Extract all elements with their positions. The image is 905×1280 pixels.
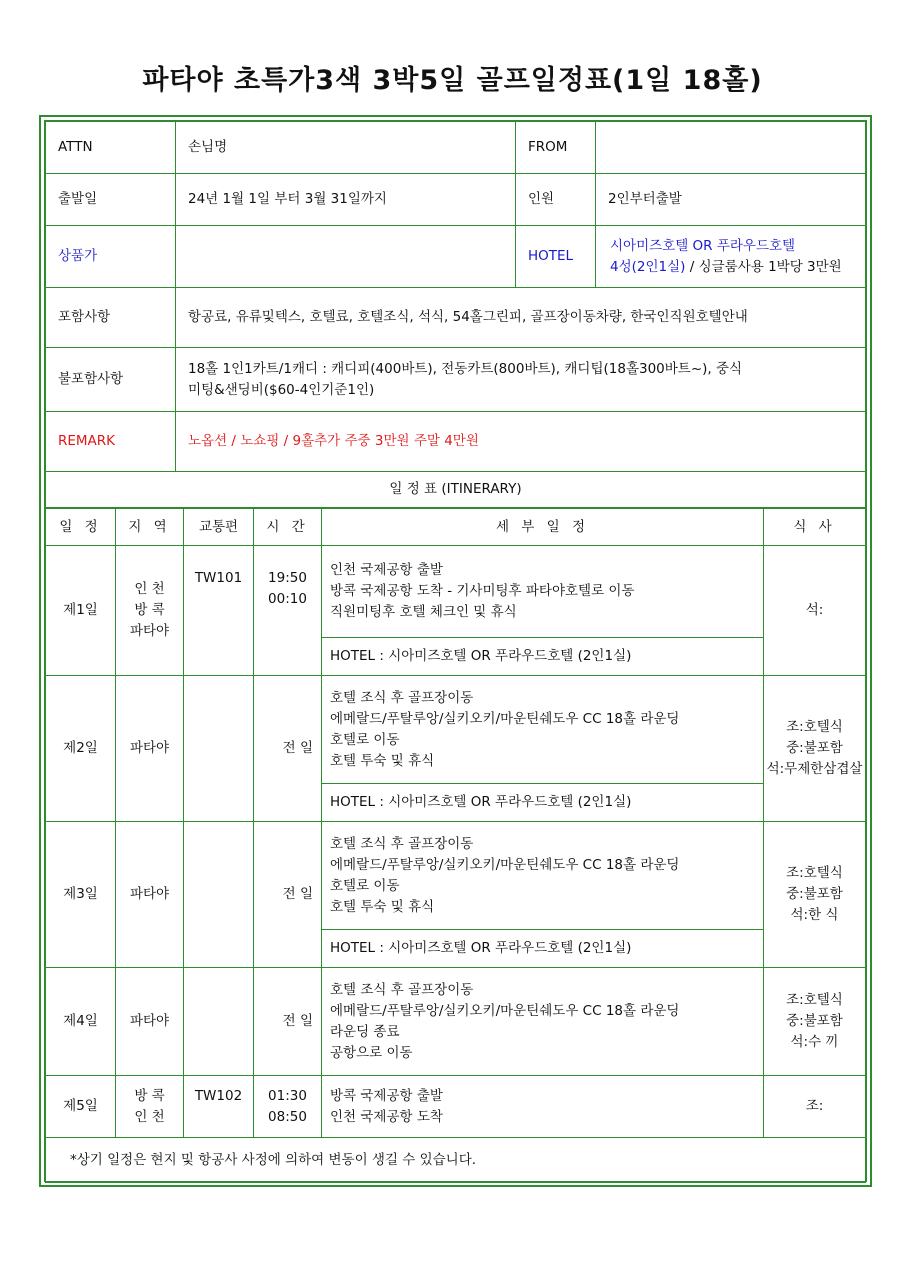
hotel-line1: 시아미즈호텔 OR 푸라우드호텔 bbox=[610, 237, 796, 254]
day-5-region bbox=[116, 1076, 184, 1138]
region-line: 파타야 bbox=[129, 623, 170, 639]
excluded-label: 불포함사항 bbox=[46, 348, 176, 412]
included-label: 포함사항 bbox=[46, 288, 176, 348]
attn-label: ATTN bbox=[46, 122, 176, 174]
day-1-label: 제1일 bbox=[46, 546, 116, 676]
day-1-transport: TW101 bbox=[184, 546, 254, 676]
departure-label: 출발일 bbox=[46, 174, 176, 226]
header-detail: 세 부 일 정 bbox=[322, 509, 764, 546]
header-time: 시 간 bbox=[254, 509, 322, 546]
day-3-transport bbox=[184, 822, 254, 968]
header-transport: 교통편 bbox=[184, 509, 254, 546]
day-2-hotel: HOTEL : 시아미즈호텔 OR 푸라우드호텔 (2인1실) bbox=[322, 784, 764, 822]
detail-line: 에메랄드/푸탈루앙/실키오키/마운틴쉐도우 CC 18홀 라운딩 bbox=[330, 856, 680, 873]
day-2-meals bbox=[764, 676, 866, 822]
detail-line: 인천 국제공항 도착 bbox=[330, 1108, 443, 1125]
included-value: 항공료, 유류및텍스, 호텔료, 호텔조식, 석식, 54홀그린피, 골프장이동차량, 한국인직원호텔안내 bbox=[176, 288, 866, 348]
departure-value: 24년 1월 1일 부터 3월 31일까지 bbox=[176, 174, 516, 226]
itinerary-title: 일 정 표 (ITINERARY) bbox=[46, 472, 866, 508]
detail-line: 에메랄드/푸탈루앙/실키오키/마운틴쉐도우 CC 18홀 라운딩 bbox=[330, 1002, 680, 1019]
meal-line: 석:무제한삼겹살 bbox=[766, 761, 863, 777]
meal-line: 석: bbox=[805, 602, 824, 618]
day-4-meals bbox=[764, 968, 866, 1076]
detail-line: 호텔 조식 후 골프장이동 bbox=[330, 835, 474, 852]
detail-line: 호텔 조식 후 골프장이동 bbox=[330, 981, 474, 998]
info-table bbox=[45, 121, 866, 508]
meal-line: 중:불포함 bbox=[786, 1013, 843, 1029]
footnote: *상기 일정은 현지 및 항공사 사정에 의하여 변동이 생길 수 있습니다. bbox=[46, 1138, 866, 1183]
day-4-transport bbox=[184, 968, 254, 1076]
meal-line: 조:호텔식 bbox=[786, 992, 843, 1008]
hotel-line2-rating: 4성(2인1실) bbox=[610, 258, 686, 275]
hotel-value bbox=[596, 226, 866, 288]
time-line: 01:30 bbox=[268, 1087, 307, 1104]
day-1-hotel: HOTEL : 시아미즈호텔 OR 푸라우드호텔 (2인1실) bbox=[322, 638, 764, 676]
day-5-detail bbox=[322, 1076, 764, 1138]
time-line: 00:10 bbox=[268, 591, 307, 607]
header-meal: 식 사 bbox=[764, 509, 866, 546]
meal-line: 조:호텔식 bbox=[786, 865, 843, 881]
from-value bbox=[596, 122, 866, 174]
meal-line: 석:수 끼 bbox=[790, 1034, 839, 1050]
day-2-label: 제2일 bbox=[46, 676, 116, 822]
persons-label: 인원 bbox=[516, 174, 596, 226]
meal-line: 중:불포함 bbox=[786, 740, 843, 756]
attn-value: 손님명 bbox=[176, 122, 516, 174]
detail-line: 라운딩 종료 bbox=[330, 1023, 400, 1040]
header-region: 지 역 bbox=[116, 509, 184, 546]
detail-line: 호텔 투숙 및 휴식 bbox=[330, 898, 435, 915]
from-label: FROM bbox=[516, 122, 596, 174]
region-line: 방 콕 bbox=[134, 1087, 165, 1104]
detail-line: 인천 국제공항 출발 bbox=[330, 562, 443, 578]
detail-line: 직원미팅후 호텔 체크인 및 휴식 bbox=[330, 604, 517, 620]
time-line: 19:50 bbox=[268, 570, 307, 586]
day-4-time: 전 일 bbox=[254, 968, 322, 1076]
detail-line: 호텔로 이동 bbox=[330, 877, 400, 894]
page-title: 파타야 초특가3색 3박5일 골프일정표(1일 18홀) bbox=[142, 65, 763, 96]
meal-line: 조: bbox=[805, 1098, 824, 1114]
day-2-detail bbox=[322, 676, 764, 784]
detail-line: 호텔 투숙 및 휴식 bbox=[330, 752, 435, 769]
day-4-label: 제4일 bbox=[46, 968, 116, 1076]
day-3-time: 전 일 bbox=[254, 822, 322, 968]
day-2-time: 전 일 bbox=[254, 676, 322, 822]
day-1-time bbox=[254, 546, 322, 676]
day-3-hotel: HOTEL : 시아미즈호텔 OR 푸라우드호텔 (2인1실) bbox=[322, 930, 764, 968]
region-line: 인 천 bbox=[134, 1108, 165, 1125]
region-line: 인 천 bbox=[134, 581, 165, 597]
schedule-frame bbox=[39, 115, 872, 1187]
day-1-detail bbox=[322, 546, 764, 638]
excluded-line1: 18홀 1인1카트/1캐디 : 캐디피(400바트), 전동카트(800바트), 캐디팁(18홀300바트~), 중식 bbox=[188, 360, 743, 377]
day-3-meals bbox=[764, 822, 866, 968]
remark-label: REMARK bbox=[46, 412, 176, 472]
time-line: 08:50 bbox=[268, 1108, 307, 1125]
hotel-label: HOTEL bbox=[516, 226, 596, 288]
excluded-line2: 미팅&샌딩비($60-4인기준1인) bbox=[188, 381, 375, 398]
excluded-value bbox=[176, 348, 866, 412]
day-2-region: 파타야 bbox=[116, 676, 184, 822]
header-day: 일 정 bbox=[46, 509, 116, 546]
detail-line: 호텔 조식 후 골프장이동 bbox=[330, 689, 474, 706]
day-1-meals bbox=[764, 546, 866, 676]
day-5-transport: TW102 bbox=[184, 1076, 254, 1138]
price-label: 상품가 bbox=[46, 226, 176, 288]
detail-line: 에메랄드/푸탈루앙/실키오키/마운틴쉐도우 CC 18홀 라운딩 bbox=[330, 710, 680, 727]
day-5-label: 제5일 bbox=[46, 1076, 116, 1138]
region-line: 방 콕 bbox=[134, 602, 165, 618]
day-1-region bbox=[116, 546, 184, 676]
price-value bbox=[176, 226, 516, 288]
itinerary-table bbox=[45, 508, 866, 1183]
persons-value: 2인부터출발 bbox=[596, 174, 866, 226]
meal-line: 중:불포함 bbox=[786, 886, 843, 902]
detail-line: 방콕 국제공항 도착 - 기사미팅후 파타야호텔로 이동 bbox=[330, 583, 635, 599]
day-3-detail bbox=[322, 822, 764, 930]
day-4-detail bbox=[322, 968, 764, 1076]
meal-line: 조:호텔식 bbox=[786, 719, 843, 735]
day-3-region: 파타야 bbox=[116, 822, 184, 968]
detail-line: 공항으로 이동 bbox=[330, 1044, 413, 1061]
day-5-meals bbox=[764, 1076, 866, 1138]
meal-line: 석:한 식 bbox=[790, 907, 839, 923]
hotel-line2-single: / 싱글룸사용 1박당 3만원 bbox=[685, 258, 842, 275]
day-5-time bbox=[254, 1076, 322, 1138]
day-2-transport bbox=[184, 676, 254, 822]
remark-value: 노옵션 / 노쇼핑 / 9홀추가 주중 3만원 주말 4만원 bbox=[176, 412, 866, 472]
day-4-region: 파타야 bbox=[116, 968, 184, 1076]
detail-line: 호텔로 이동 bbox=[330, 731, 400, 748]
detail-line: 방콕 국제공항 출발 bbox=[330, 1087, 443, 1104]
day-3-label: 제3일 bbox=[46, 822, 116, 968]
